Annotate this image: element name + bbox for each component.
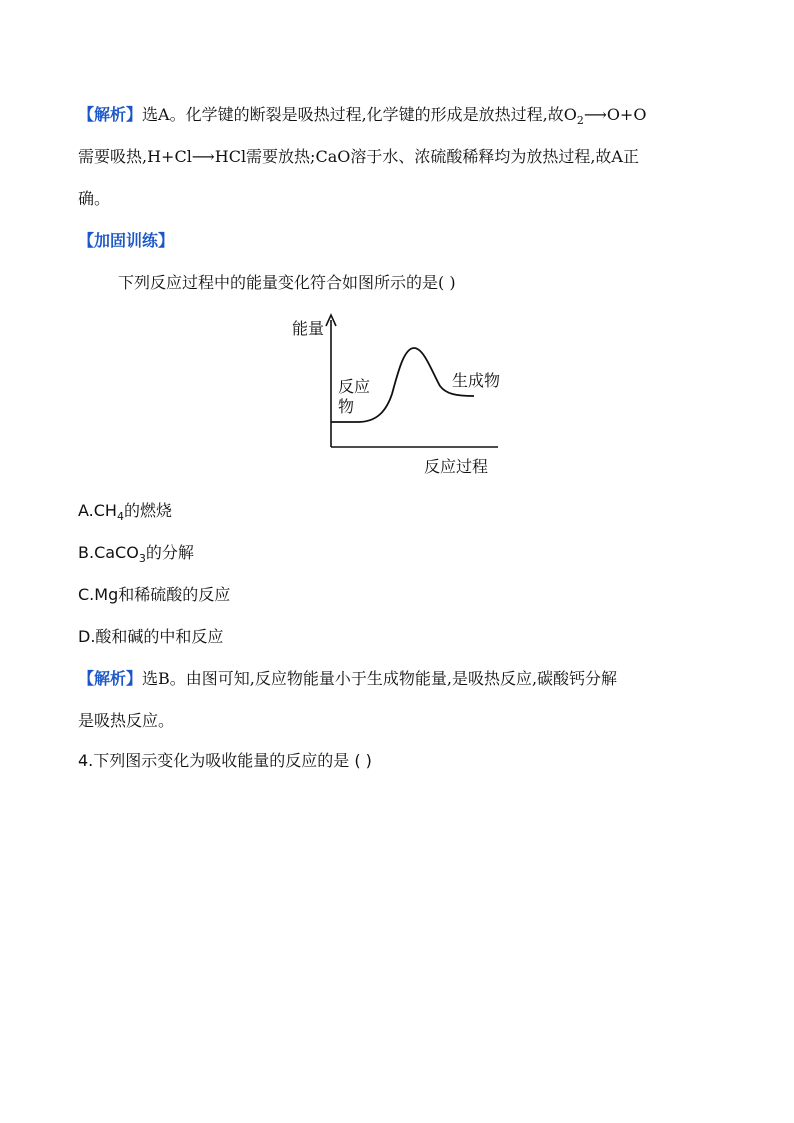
- analysis-1-line-2: 需要吸热,H+Cl⟶HCl需要放热;CaO溶于水、浓硫酸稀释均为放热过程,故A正: [78, 147, 639, 166]
- option-text: 的分解: [145, 543, 194, 562]
- analysis-tag: 【解析】: [78, 105, 143, 124]
- product-label: 生成物: [452, 371, 501, 390]
- reactant-label: 反应: [338, 377, 371, 396]
- analysis-2-line-1: [78, 668, 617, 690]
- x-axis-label: 反应过程: [424, 457, 489, 476]
- option-text: D.酸和碱的中和反应: [78, 627, 224, 646]
- analysis-tag: 【解析】: [78, 669, 143, 688]
- reactant-label-2: 物: [338, 397, 355, 416]
- option-a: [78, 500, 172, 524]
- option-text: 的燃烧: [123, 501, 172, 520]
- subscript: 4: [116, 510, 124, 523]
- practice-heading: 【加固训练】: [78, 231, 175, 250]
- analysis-text: 选B。由图可知,反应物能量小于生成物能量,是吸热反应,碳酸钙分解: [142, 669, 618, 688]
- analysis-1-line-1: [78, 104, 646, 128]
- energy-diagram: [288, 312, 528, 482]
- analysis-text: 选A。化学键的断裂是吸热过程,化学键的形成是放热过程,故O: [142, 105, 577, 124]
- analysis-text: ⟶O+O: [583, 105, 647, 124]
- option-text: A.CH: [78, 501, 117, 520]
- practice-question: 下列反应过程中的能量变化符合如图所示的是( ): [118, 273, 456, 292]
- question-4: 4.下列图示变化为吸收能量的反应的是 ( ): [78, 751, 372, 770]
- subscript: 2: [576, 114, 584, 127]
- option-c: [78, 584, 230, 606]
- option-b: [78, 542, 194, 566]
- analysis-1-line-3: 确。: [78, 189, 111, 208]
- analysis-2-line-2: 是吸热反应。: [78, 711, 175, 730]
- subscript: 3: [138, 552, 146, 565]
- option-text: C.Mg和稀硫酸的反应: [78, 585, 231, 604]
- option-text: B.CaCO: [78, 543, 139, 562]
- option-d: [78, 626, 223, 648]
- y-axis-label: 能量: [292, 319, 325, 338]
